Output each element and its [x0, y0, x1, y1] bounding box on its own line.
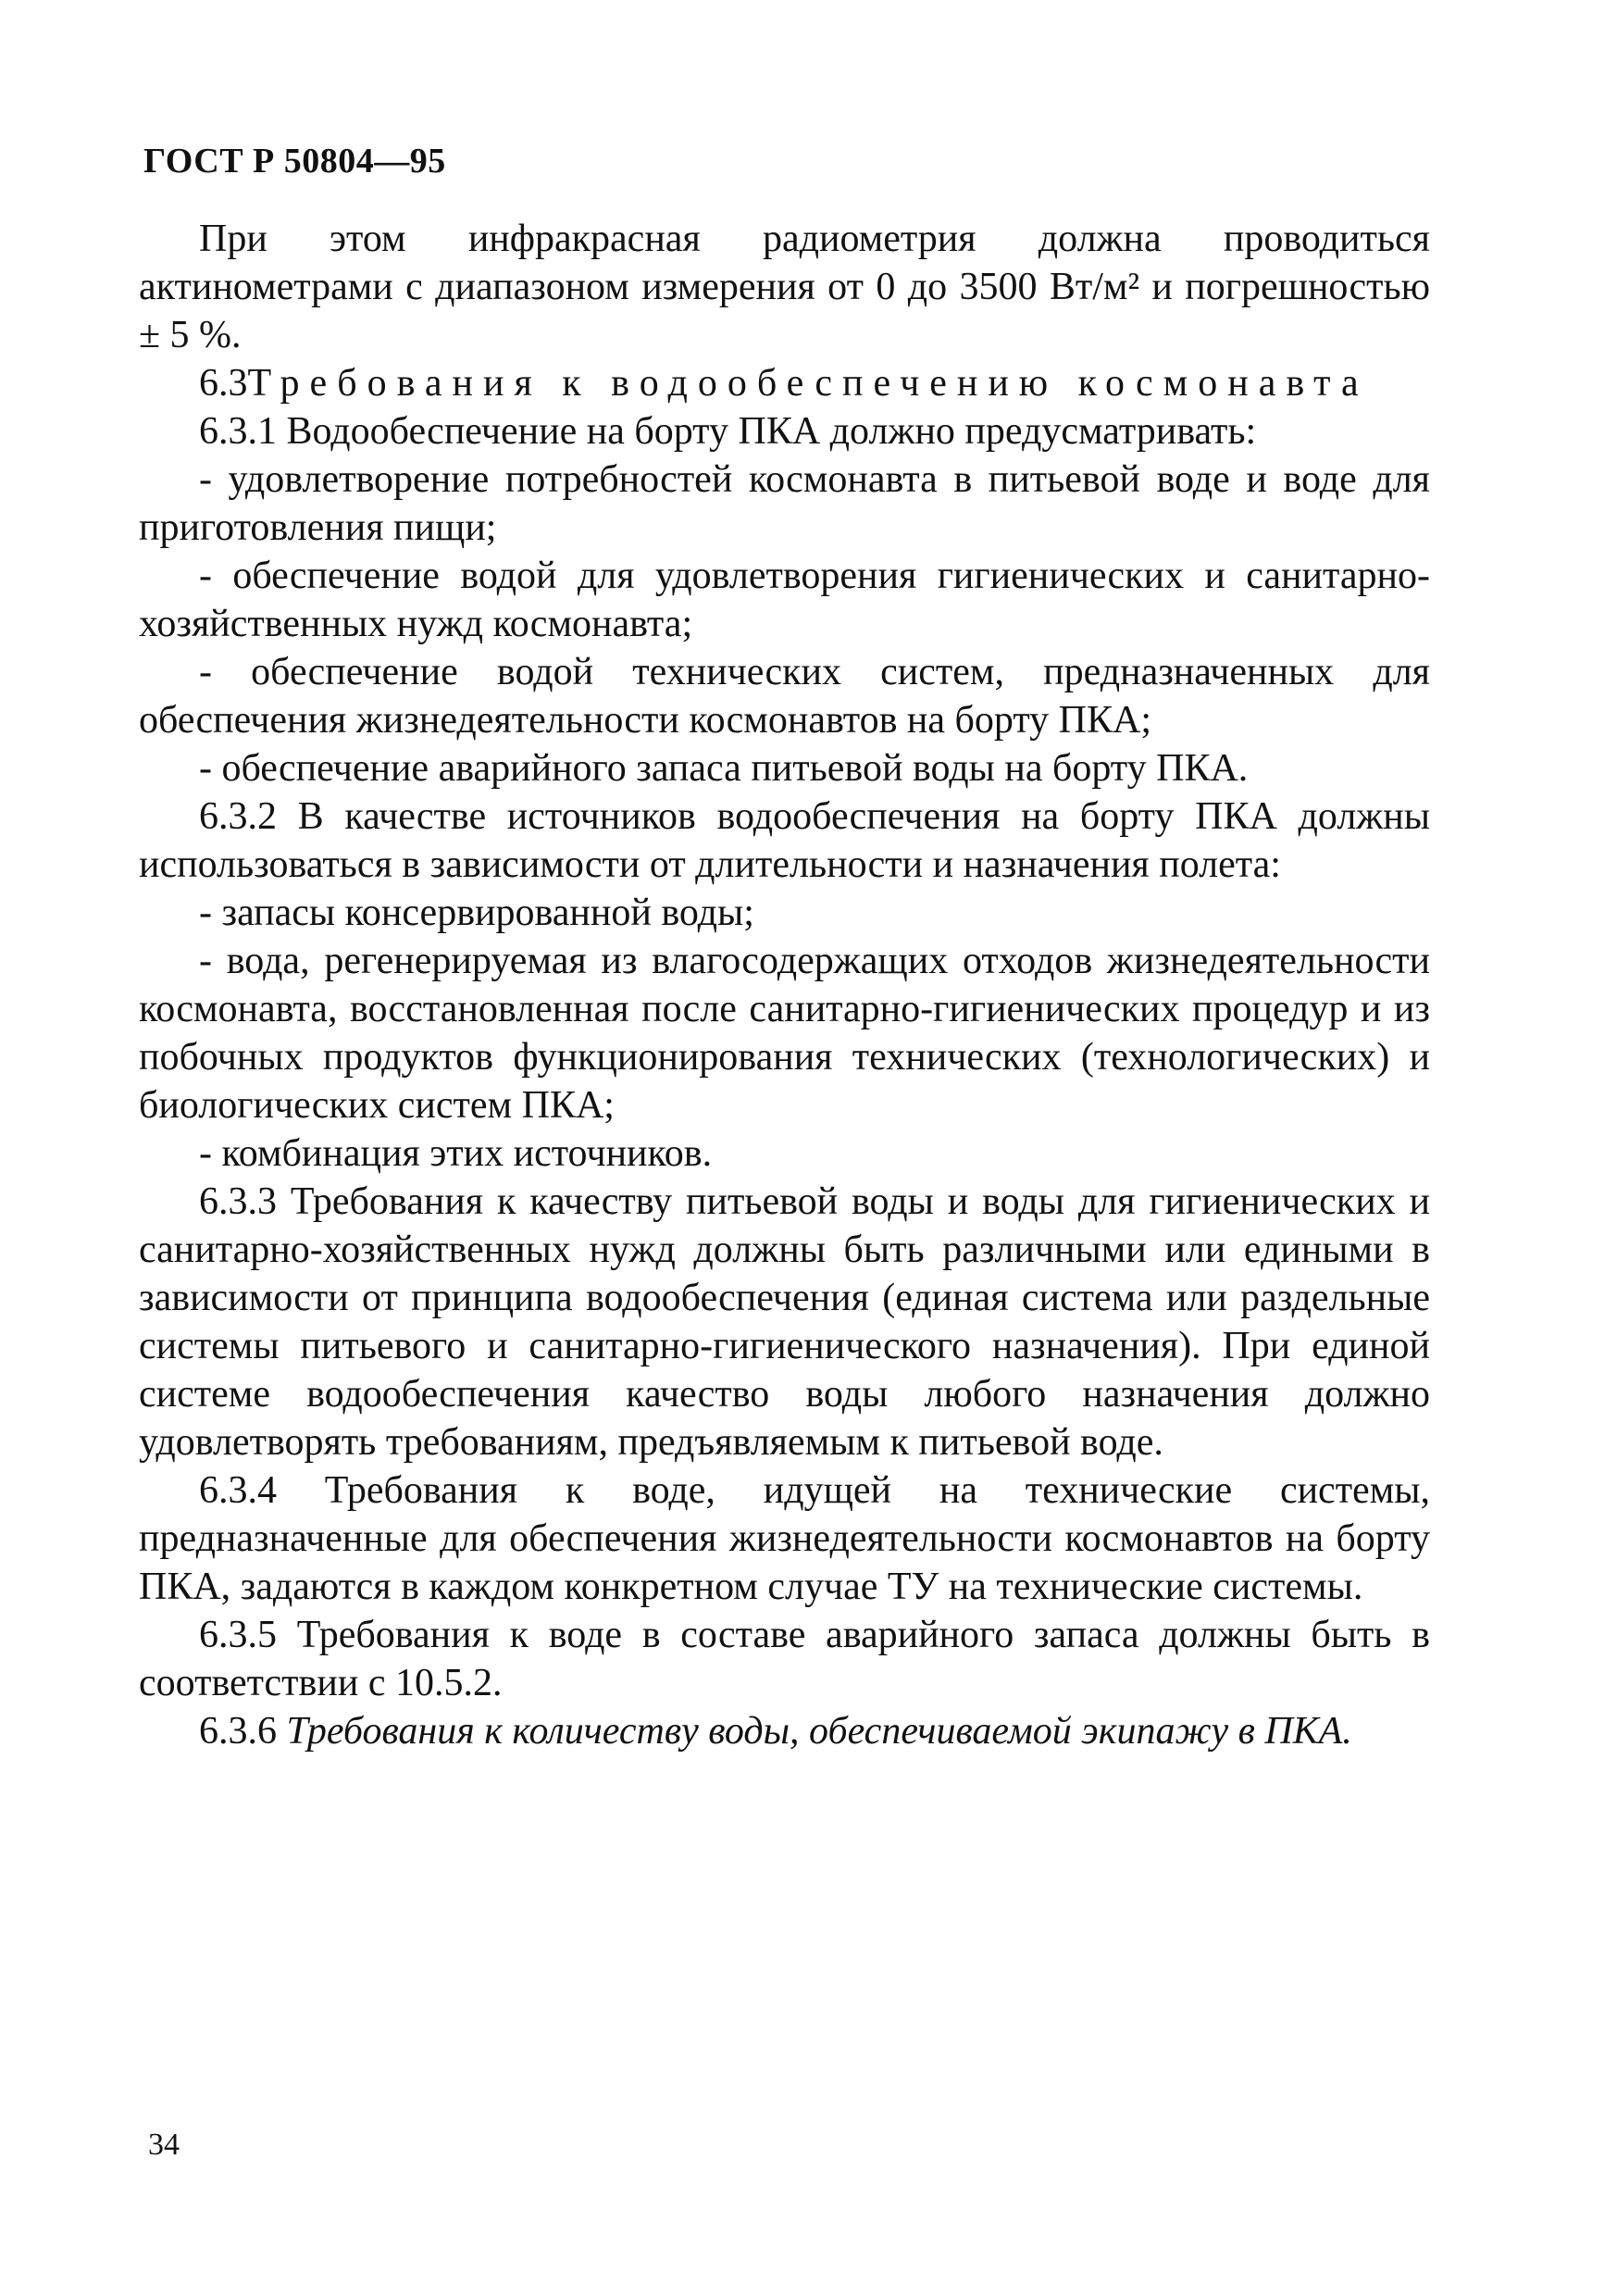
intro-paragraph: При этом инфракрасная радиометрия должна проводиться актинометрами с диапазоном измерения от 0 до 3500 Вт/м² и погрешностью ± 5 %. — [139, 218, 1430, 356]
document-header: ГОСТ Р 50804—95 — [143, 142, 446, 181]
list-item: - комбинация этих источников. — [199, 1132, 713, 1175]
paragraph-6-3-6-number: 6.3.6 — [199, 1710, 277, 1753]
section-title: Требования к водообеспечению космонавта — [247, 362, 1369, 405]
list-item: - обеспечение водой технических систем, предназначенных для обеспечения жизнедеятельности космонавтов на борту ПКА; — [139, 651, 1430, 742]
paragraph-6-3-4: 6.3.4 Требования к воде, идущей на технические системы, предназначенные для обеспечения жизнедеятельности космонавтов на борту ПКА, задаются в каждом конкретном случае ТУ на технические системы. — [139, 1469, 1430, 1608]
list-item: - обеспечение аварийного запаса питьевой воды на борту ПКА. — [199, 747, 1249, 790]
section-number: 6.3 — [199, 362, 248, 405]
list-item: - обеспечение водой для удовлетворения гигиенических и санитарно-хозяйственных нужд космонавта; — [139, 555, 1430, 645]
list-item: - запасы консервированной воды; — [199, 892, 754, 934]
section-heading — [139, 359, 1430, 407]
page-number: 34 — [148, 2128, 180, 2162]
list-item: - вода, регенерируемая из влагосодержащих отходов жизнедеятельности космонавта, восстановленная после санитарно-гигиенических процедур и из побочных продуктов функционирования технических (технологических) и биологических систем ПКА; — [139, 940, 1430, 1127]
paragraph-6-3-1-lead: 6.3.1 Водообеспечение на борту ПКА должно предусматривать: — [199, 410, 1257, 453]
paragraph-6-3-3: 6.3.3 Требования к качеству питьевой воды и воды для гигиенических и санитарно-хозяйственных нужд должны быть различными или едиными в зависимости от принципа водообеспечения (единая система или раздельные системы питьевого и санитарно-гигиенического назначения). При единой системе водообеспечения качество воды любого назначения должно удовлетворять требованиям, предъявляемым к питьевой воде. — [139, 1180, 1430, 1464]
paragraph-6-3-6-title: Требования к количеству воды, обеспечиваемой экипажу в ПКА. — [286, 1710, 1352, 1753]
paragraph-6-3-6 — [139, 1707, 1430, 1755]
document-body — [139, 215, 1430, 1755]
list-item: - удовлетворение потребностей космонавта в питьевой воде и воде для приготовления пищи; — [139, 458, 1430, 549]
paragraph-6-3-2-lead: 6.3.2 В качестве источников водообеспечения на борту ПКА должны использоваться в зависимости от длительности и назначения полета: — [139, 795, 1430, 886]
paragraph-6-3-5: 6.3.5 Требования к воде в составе аварийного запаса должны быть в соответствии с 10.5.2. — [139, 1614, 1430, 1704]
